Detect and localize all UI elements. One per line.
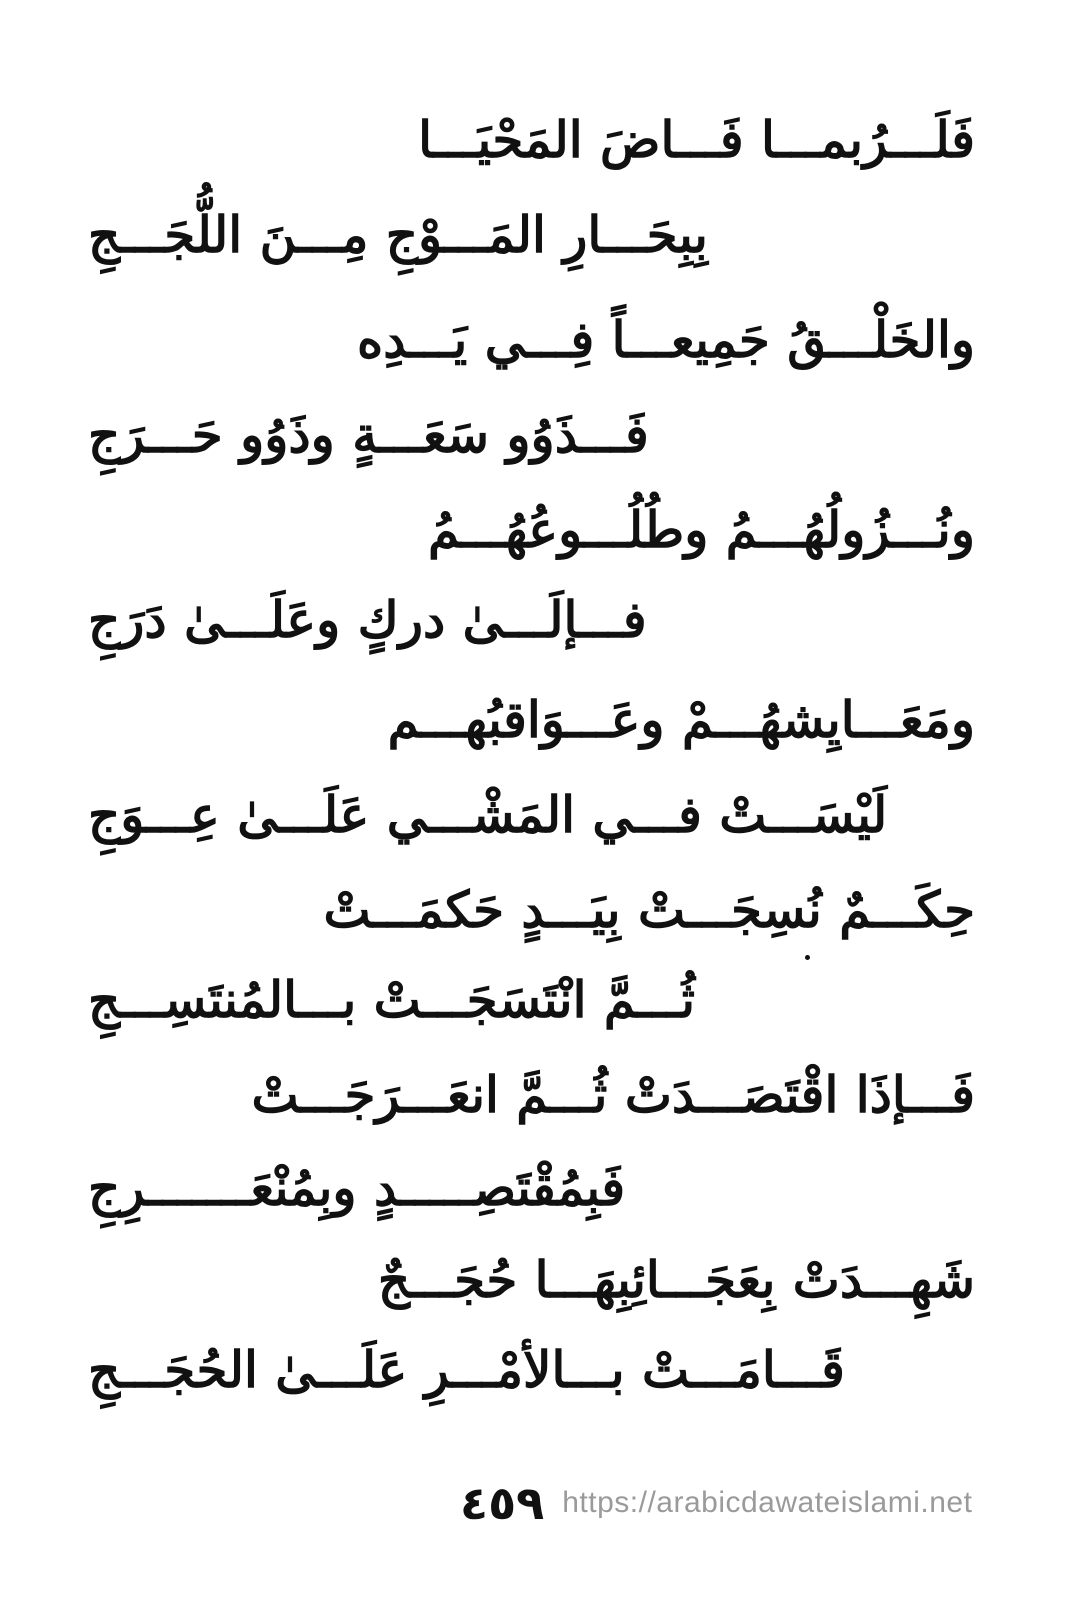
verse-line-3: والخَلْـــقُ جَمِيعـــاً فِـــي يَـــدِه: [357, 310, 975, 369]
stray-dot: [805, 955, 810, 960]
verse-line-12: فَبِمُقْتَصِـــــدٍ وبِمُنْعَـــــــرِجِ: [88, 1158, 626, 1217]
website-url-watermark: https://arabicdawateislami.net: [562, 1486, 973, 1519]
verse-line-14: قَـــامَـــتْ بـــالأمْـــرِ عَلَـــىٰ الحُجَـــجِ: [88, 1340, 845, 1399]
page-number: ٤٥٩: [460, 1476, 545, 1530]
verse-line-10: ثُـــمَّ انْتَسَجَـــتْ بـــالمُنتَسِـــجِ: [88, 970, 696, 1029]
verse-line-8: لَيْسَـــتْ فـــي المَشْـــي عَلَـــىٰ عِـــوَجِ: [88, 785, 888, 844]
verse-line-2: بِبِحَـــارِ المَـــوْجِ مِـــنَ اللُّجَـــجِ: [88, 205, 708, 264]
verse-line-5: ونُـــزُولُهُـــمُ وطُلُـــوعُهُـــمُ: [427, 500, 975, 559]
verse-line-9: حِكَـــمٌ نُسِجَـــتْ بِيَـــدٍ حَكمَـــتْ: [323, 880, 975, 939]
verse-line-13: شَهِـــدَتْ بِعَجَـــائِبِهَـــا حُجَـــجٌ: [377, 1250, 975, 1309]
verse-line-1: فَلَـــرُبمـــا فَـــاضَ المَحْيَـــا: [418, 110, 975, 169]
verse-line-7: ومَعَـــايِشهُـــمْ وعَـــوَاقبُهـــم: [387, 690, 975, 749]
verse-line-6: فـــإلَـــىٰ دركٍ وعَلَـــىٰ دَرَجِ: [88, 590, 647, 649]
verse-line-4: فَـــذَوُو سَعَـــةٍ وذَوُو حَـــرَجِ: [88, 405, 649, 464]
page-footer: [460, 1468, 1020, 1538]
verse-line-11: فَـــإذَا اقْتَصَـــدَتْ ثُـــمَّ انعَـــرَجَـــتْ: [251, 1065, 975, 1124]
